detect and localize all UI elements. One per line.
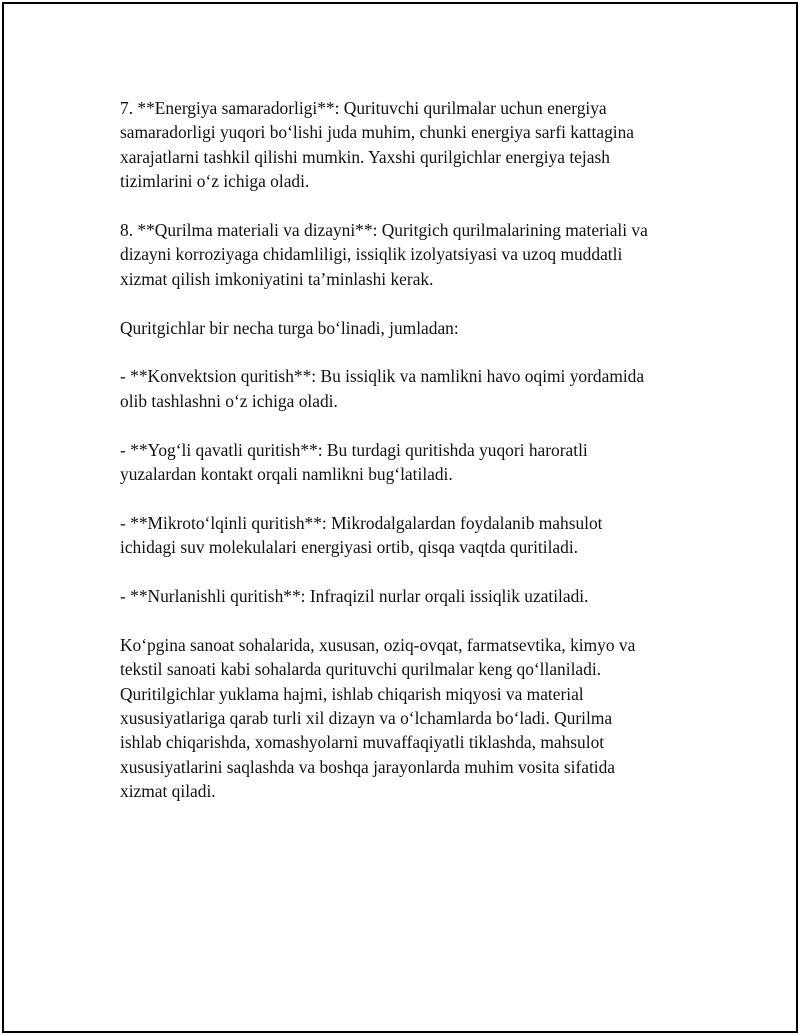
paragraph-applications: Ko‘pgina sanoat sohalarida, xususan, oziq-ovqat, farmatsevtika, kimyo va tekstil sanoati kabi sohalarda qurituvchi qurilmalar keng qo‘llaniladi. Quritilgichlar yuklama hajmi, ishlab chiqarish miqyosi va material xususiyatlariga qarab turli xil dizayn va o‘lchamlarda bo‘ladi. Qurilma ishlab chiqarishda, xomashyolarni muvaffaqiyatli tiklashda, mahsulot xususiyatlarini saqlashda va boshqa jarayonlarda muhim vosita sifatida xizmat qiladi. bbox=[120, 634, 636, 802]
list-item-fluidized-bed-drying: - **Yog‘li qavatli quritish**: Bu turdagi quritishda yuqori haroratli yuzalardan kontakt orqali namlikni bug‘latiladi. bbox=[120, 439, 588, 485]
document-body bbox=[120, 96, 700, 828]
paragraph-energy-efficiency: 7. **Energiya samaradorligi**: Qurituvchi qurilmalar uchun energiya samaradorligi yuqori bo‘lishi juda muhim, chunki energiya sarfi kattagina xarajatlarni tashkil qilishi mumkin. Yaxshi qurilgichlar energiya tejash tizimlarini o‘z ichiga oladi. bbox=[120, 98, 635, 192]
page-frame bbox=[2, 2, 798, 1033]
paragraph-types-intro: Quritgichlar bir necha turga bo‘linadi, jumladan: bbox=[120, 317, 459, 338]
list-item-convection-drying: - **Konvektsion quritish**: Bu issiqlik va namlikni havo oqimi yordamida olib tashlashni o‘z ichiga oladi. bbox=[120, 366, 645, 411]
list-item-microwave-drying: - **Mikroto‘lqinli quritish**: Mikrodalgalardan foydalanib mahsulot ichidagi suv molekulalari energiyasi ortib, qisqa vaqtda quritiladi. bbox=[120, 512, 603, 558]
list-item-radiation-drying: - **Nurlanishli quritish**: Infraqizil nurlar orqali issiqlik uzatiladi. bbox=[120, 586, 589, 607]
paragraph-material-design: 8. **Qurilma materiali va dizayni**: Quritgich qurilmalarining materiali va dizayni korroziyaga chidamliligi, issiqlik izolyatsiyasi va uzoq muddatli xizmat qilish imkoniyatini ta’minlashi kerak. bbox=[120, 220, 648, 289]
